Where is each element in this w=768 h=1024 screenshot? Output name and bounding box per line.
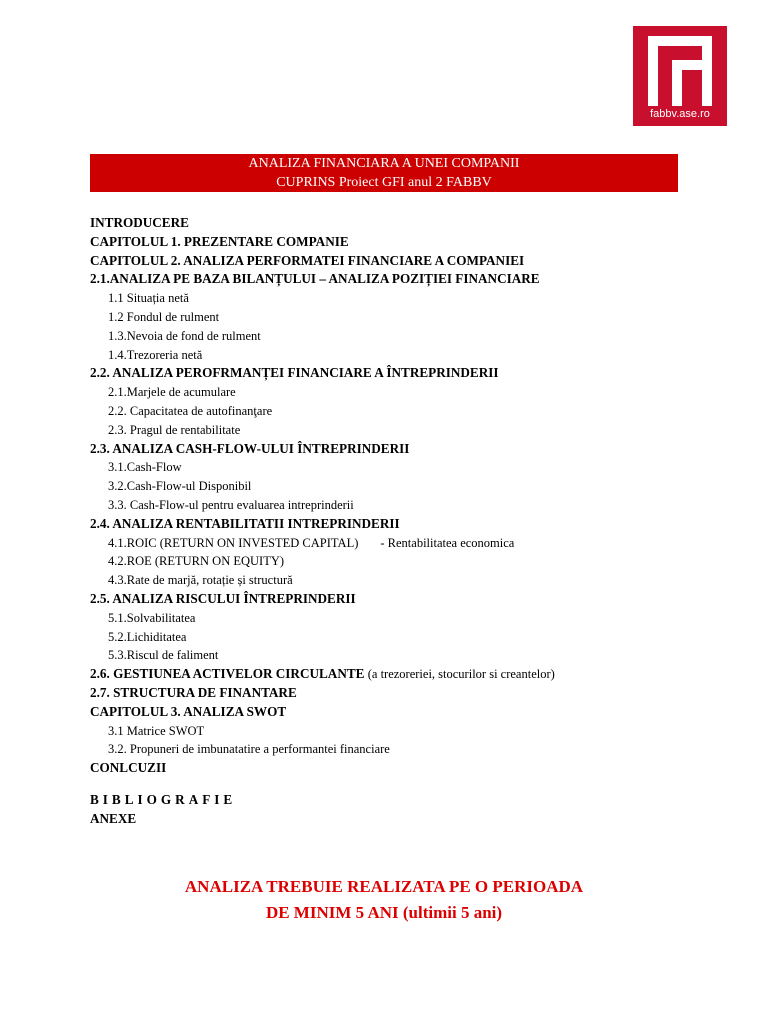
toc-section-2-1: 2.1.ANALIZA PE BAZA BILANȚULUI – ANALIZA POZIȚIEI FINANCIARE (90, 271, 540, 287)
toc-section-2-4: 2.4. ANALIZA RENTABILITATII INTREPRINDERII (90, 515, 400, 531)
toc-item: 3.1 Matrice SWOT (108, 723, 205, 738)
toc-anexe: ANEXE (90, 810, 137, 826)
toc-item: 1.4.Trezoreria netă (108, 347, 203, 362)
toc-item (90, 534, 710, 553)
document-title: ANALIZA FINANCIARA A UNEI COMPANII (248, 156, 520, 171)
toc-item: 3.1.Cash-Flow (108, 460, 182, 475)
toc-item: 2.2. Capacitatea de autofinanţare (108, 403, 273, 418)
toc-section-2-6-title: 2.6. GESTIUNEA ACTIVELOR CIRCULANTE (90, 666, 365, 682)
toc-introducere: INTRODUCERE (90, 215, 189, 230)
footer-note-line-1: ANALIZA TREBUIE REALIZATA PE O PERIOADA (184, 877, 584, 896)
toc-bibliografie: BIBLIOGRAFIE (90, 791, 237, 807)
fabbv-logo (633, 26, 727, 126)
toc-section-2-6-note: (a trezoreriei, stocurilor si creantelor) (367, 667, 555, 682)
toc-section-2-2: 2.2. ANALIZA PEROFRMANȚEI FINANCIARE A ÎNTREPRINDERII (90, 365, 499, 381)
toc-concluzii: CONLCUZII (90, 760, 167, 776)
toc-item: 5.1.Solvabilitatea (108, 610, 196, 625)
toc-section-2-6 (90, 665, 710, 684)
table-of-contents (90, 214, 710, 829)
toc-item: 2.1.Marjele de acumulare (108, 385, 236, 400)
footer-note-line-2: DE MINIM 5 ANI (ultimii 5 ani) (265, 903, 503, 922)
toc-chapter-2: CAPITOLUL 2. ANALIZA PERFORMATEI FINANCIARE A COMPANIEI (90, 252, 525, 268)
toc-section-2-3: 2.3. ANALIZA CASH-FLOW-ULUI ÎNTREPRINDERII (90, 440, 410, 456)
toc-chapter-1: CAPITOLUL 1. PREZENTARE COMPANIE (90, 233, 349, 249)
toc-item-roic: 4.1.ROIC (RETURN ON INVESTED CAPITAL) (108, 535, 359, 550)
toc-item: 3.2.Cash-Flow-ul Disponibil (108, 479, 252, 494)
toc-section-2-5: 2.5. ANALIZA RISCULUI ÎNTREPRINDERII (90, 590, 356, 606)
logo-text: fabbv.ase.ro (650, 108, 710, 120)
toc-spacer (90, 778, 710, 791)
toc-section-2-7: 2.7. STRUCTURA DE FINANTARE (90, 684, 297, 700)
toc-item-roic-note: - Rentabilitatea economica (380, 535, 515, 550)
toc-item: 4.3.Rate de marjă, rotație și structură (108, 573, 293, 588)
toc-item: 4.2.ROE (RETURN ON EQUITY) (108, 554, 285, 569)
document-subtitle: CUPRINS Proiect GFI anul 2 FABBV (276, 175, 492, 190)
footer-note (90, 874, 678, 926)
toc-item: 3.2. Propuneri de imbunatatire a performantei financiare (108, 742, 390, 757)
document-title-banner (90, 154, 678, 192)
toc-item: 1.2 Fondul de rulment (108, 309, 220, 324)
toc-item: 5.2.Lichiditatea (108, 629, 187, 644)
toc-item: 2.3. Pragul de rentabilitate (108, 422, 241, 437)
toc-item: 1.3.Nevoia de fond de rulment (108, 328, 261, 343)
toc-item: 5.3.Riscul de faliment (108, 648, 219, 663)
toc-item: 1.1 Situația netă (108, 291, 189, 306)
toc-chapter-3: CAPITOLUL 3. ANALIZA SWOT (90, 703, 287, 719)
toc-item: 3.3. Cash-Flow-ul pentru evaluarea intreprinderii (108, 497, 354, 512)
